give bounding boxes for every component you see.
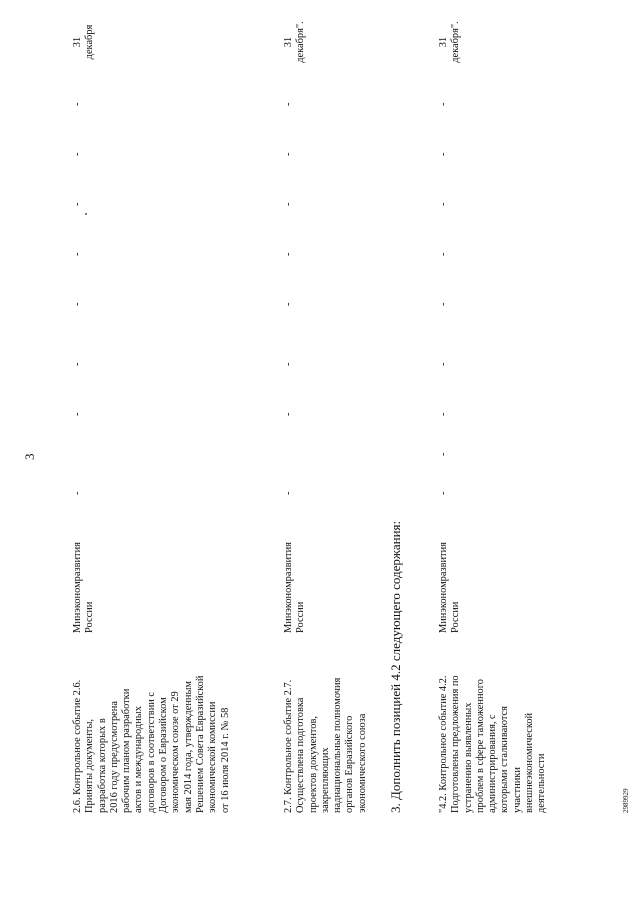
- document-id: 2989929: [622, 788, 630, 813]
- task-cell: [438, 643, 549, 813]
- empty-cell-dash: -: [72, 102, 83, 106]
- responsible-cell: [72, 513, 97, 633]
- responsible-line: Минэкономразвития: [72, 542, 83, 633]
- deadline-month: декабря".: [295, 21, 307, 63]
- task-line: наднациональные полномочия: [332, 677, 344, 813]
- table-row: [283, 0, 373, 905]
- task-line: устранению выявленных: [462, 702, 474, 813]
- task-line: разработка которых в: [96, 718, 108, 813]
- task-line: от 16 июля 2014 г. № 58: [219, 707, 231, 813]
- responsible-line: России: [84, 601, 96, 633]
- empty-cell-dash: -: [283, 202, 294, 206]
- page-number: 3: [22, 453, 37, 460]
- responsible-line: Минэкономразвития: [438, 542, 449, 633]
- responsible-line: России: [450, 601, 462, 633]
- task-line: закрепляющих: [319, 747, 331, 813]
- responsible-cell: [438, 513, 463, 633]
- task-line: экономического союза: [356, 713, 368, 813]
- table-row: [72, 0, 232, 905]
- task-line: Решением Совета Евразийской: [194, 675, 206, 813]
- empty-cell-dash: -: [283, 152, 294, 156]
- responsible-line: Минэкономразвития: [283, 542, 294, 633]
- empty-cell-dash: -: [72, 491, 83, 495]
- responsible-line: России: [295, 601, 307, 633]
- empty-cell-dash: -: [283, 362, 294, 366]
- deadline-cell: [438, 12, 463, 72]
- empty-cell-dash: -: [72, 302, 83, 306]
- deadline-month: декабря".: [450, 21, 462, 63]
- task-line: 2.6. Контрольное событие 2.6.: [72, 679, 83, 813]
- task-line: администрирования, с: [487, 714, 499, 813]
- task-line: 2016 году предусмотрена: [108, 701, 120, 813]
- task-cell: [72, 643, 232, 813]
- empty-cell-dash: -: [72, 252, 83, 256]
- empty-cell-dash: -: [283, 412, 294, 416]
- table-row: [438, 0, 553, 905]
- empty-cell-dash: -: [438, 452, 449, 456]
- task-line: проблем в сфере таможенного: [474, 679, 486, 813]
- deadline-month: декабря: [84, 24, 96, 60]
- task-line: "4.2. Контрольное событие 4.2.: [438, 675, 449, 813]
- empty-cell-dash: -: [72, 202, 83, 206]
- empty-cell-dash: -: [438, 412, 449, 416]
- deadline-cell: [72, 12, 97, 72]
- section-heading: 3. Дополнить позицией 4.2 следующего содержания:: [388, 520, 403, 813]
- empty-cell-dash: -: [283, 302, 294, 306]
- empty-cell-dash: -: [438, 202, 449, 206]
- task-line: экономическом союзе от 29: [170, 691, 182, 813]
- empty-cell-dash: -: [72, 362, 83, 366]
- deadline-day: 31: [72, 36, 83, 48]
- empty-cell-dash: -: [283, 491, 294, 495]
- task-line: актов и международных: [133, 706, 145, 813]
- empty-cell-dash: -: [438, 252, 449, 256]
- task-line: рабочим планом разработки: [121, 688, 133, 813]
- task-line: Договором о Евразийском: [158, 697, 170, 813]
- task-line: Осуществлена подготовка: [295, 697, 307, 813]
- empty-cell-dash: -: [72, 412, 83, 416]
- empty-cell-dash: -: [283, 252, 294, 256]
- task-line: которыми сталкиваются: [499, 706, 511, 813]
- task-line: деятельности: [536, 753, 548, 813]
- deadline-cell: [283, 12, 308, 72]
- task-line: органов Евразийского: [344, 715, 356, 813]
- task-line: договоров в соответствии с: [145, 691, 157, 813]
- task-line: внешнеэкономической: [524, 712, 536, 813]
- task-cell: [283, 643, 369, 813]
- empty-cell-dash: -: [438, 491, 449, 495]
- empty-cell-dash: -: [438, 362, 449, 366]
- task-line: Приняты документы,: [84, 718, 96, 813]
- task-line: мая 2014 года, утвержденным: [182, 680, 194, 813]
- task-line: экономической комиссии: [207, 701, 219, 813]
- empty-cell-dash: -: [283, 102, 294, 106]
- task-line: проектов документов,: [307, 716, 319, 813]
- empty-cell-dash: -: [438, 302, 449, 306]
- deadline-day: 31: [438, 36, 449, 48]
- empty-cell-dash: -: [438, 152, 449, 156]
- empty-cell-dash: -: [72, 152, 83, 156]
- empty-cell-dash: -: [438, 102, 449, 106]
- task-line: Подготовлены предложения по: [450, 675, 462, 813]
- task-line: участники: [511, 767, 523, 813]
- responsible-cell: [283, 513, 308, 633]
- deadline-day: 31: [283, 36, 294, 48]
- task-line: 2.7. Контрольное событие 2.7.: [283, 679, 294, 813]
